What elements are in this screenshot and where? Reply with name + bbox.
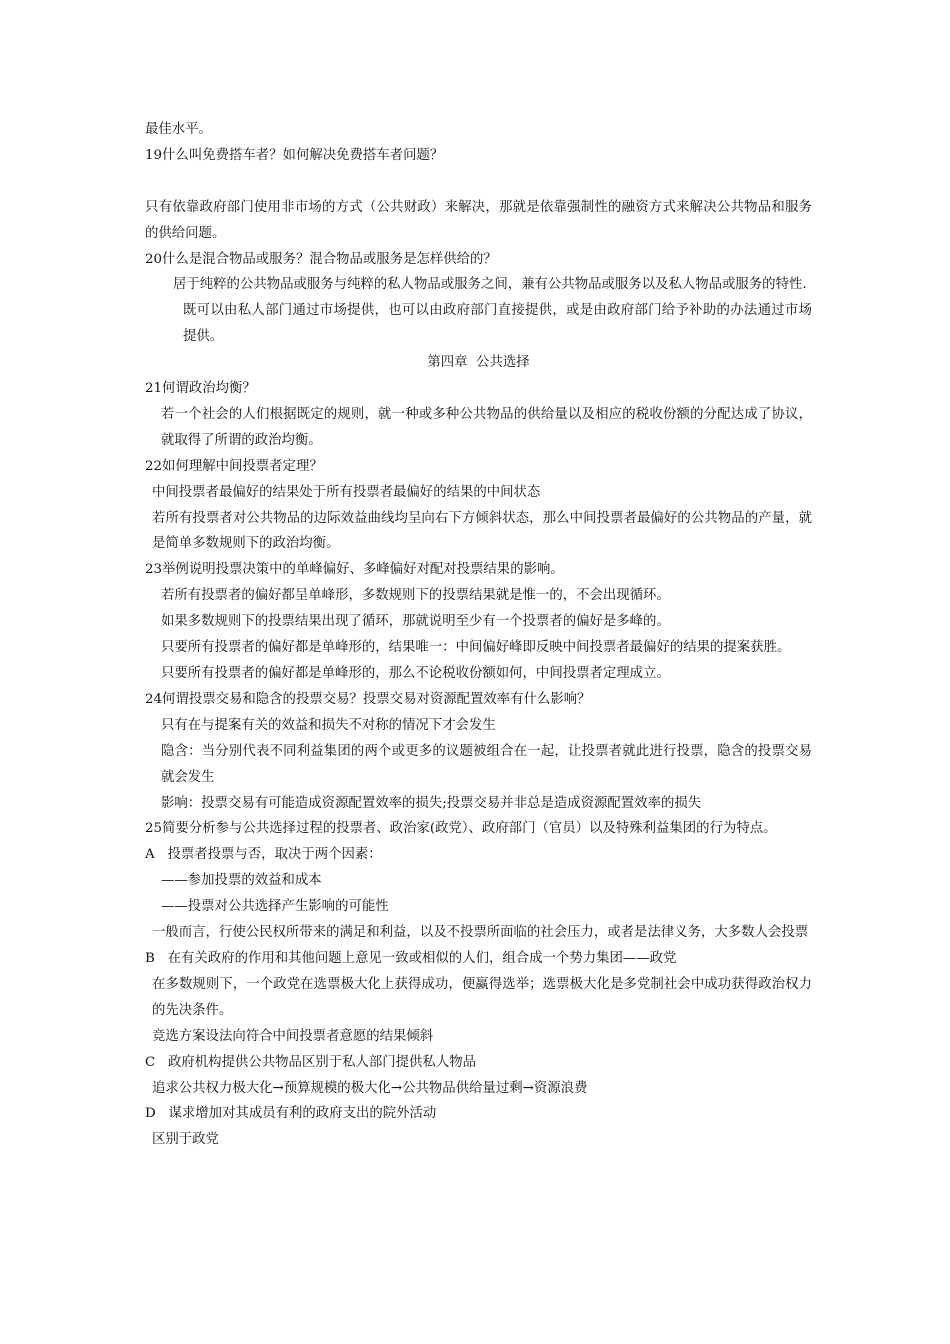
answer-paragraph: 如果多数规则下的投票结果出现了循环，那就说明至少有一个投票者的偏好是多峰的。 <box>161 614 670 630</box>
sub-point: ——投票对公共选择产生影响的可能性 <box>161 899 389 915</box>
answer-paragraph: 只要所有投票者的偏好都是单峰形的，那么不论税收份额如何，中间投票者定理成立。 <box>161 666 670 682</box>
answer-paragraph: 居于纯粹的公共物品或服务与纯粹的私人物品或服务之间，兼有公共物品或服务以及私人物品或服务的特性. <box>173 277 807 293</box>
answer-paragraph: 只有在与提案有关的效益和损失不对称的情况下才会发生 <box>161 717 496 733</box>
question-heading: 23举例说明投票决策中的单峰偏好、多峰偏好对配对投票结果的影响。 <box>145 562 564 578</box>
question-heading: 20什么是混合物品或服务？混合物品或服务是怎样供给的？ <box>145 251 497 267</box>
question-heading: 24何谓投票交易和隐含的投票交易？投票交易对资源配置效率有什么影响？ <box>145 691 591 707</box>
answer-paragraph: 只要所有投票者的偏好都是单峰形的，结果唯一：中间偏好峰即反映中间投票者最偏好的结果的提案获胜。 <box>161 640 791 656</box>
answer-paragraph: 既可以由私人部门通过市场提供，也可以由政府部门直接提供，或是由政府部门给予补助的办法通过市场提供。 <box>183 303 812 345</box>
answer-paragraph: 若所有投票者的偏好都呈单峰形，多数规则下的投票结果就是惟一的，不会出现循环。 <box>161 588 670 604</box>
list-item-a: A 投票者投票与否，取决于两个因素： <box>145 847 382 863</box>
list-item-c: C 政府机构提供公共物品区别于私人部门提供私人物品 <box>145 1054 476 1070</box>
answer-paragraph: 中间投票者最偏好的结果处于所有投票者最偏好的结果的中间状态 <box>152 484 541 500</box>
answer-paragraph: 影响：投票交易有可能造成资源配置效率的损失;投票交易并非总是造成资源配置效率的损失 <box>161 795 702 811</box>
question-heading: 21何谓政治均衡？ <box>145 381 256 397</box>
question-heading: 22如何理解中间投票者定理？ <box>145 458 323 474</box>
question-heading: 25简要分析参与公共选择过程的投票者、政治家(政党）、政府部门（官员）以及特殊利益集团的行为特点。 <box>145 821 777 837</box>
blank-line <box>145 169 812 195</box>
sub-point: ——参加投票的效益和成本 <box>161 873 322 889</box>
answer-paragraph: 隐含：当分别代表不同利益集团的两个或更多的议题被组合在一起，让投票者就此进行投票，隐含的投票交易就会发生 <box>161 743 812 785</box>
answer-paragraph: 若一个社会的人们根据既定的规则，就一种或多种公共物品的供给量以及相应的税收份额的分配达成了协议，就取得了所谓的政治均衡。 <box>161 406 812 448</box>
answer-paragraph: 在多数规则下，一个政党在选票极大化上获得成功，便赢得选举；选票极大化是多党制社会中成功获得政治权力的先决条件。 <box>152 976 812 1018</box>
list-item-d: D 谋求增加对其成员有利的政府支出的院外活动 <box>145 1106 437 1122</box>
answer-paragraph: 追求公共权力极大化→预算规模的极大化→公共物品供给量过剩→资源浪费 <box>152 1080 588 1096</box>
list-item-b: B 在有关政府的作用和其他问题上意见一致或相似的人们，组合成一个势力集团——政党 <box>145 950 677 966</box>
answer-paragraph: 一般而言，行使公民权所带来的满足和利益，以及不投票所面临的社会压力，或者是法律义务，大多数人会投票 <box>152 925 809 941</box>
text-line: 最佳水平。 <box>145 122 212 137</box>
answer-paragraph: 只有依靠政府部门使用非市场的方式（公共财政）来解决，那就是依靠强制性的融资方式来解决公共物品和服务的供给问题。 <box>145 199 812 241</box>
chapter-title: 第四章 公共选择 <box>427 355 530 371</box>
question-heading: 19什么叫免费搭车者？如何解决免费搭车者问题？ <box>145 147 444 163</box>
answer-paragraph: 区别于政党 <box>152 1132 219 1148</box>
answer-paragraph: 若所有投票者对公共物品的边际效益曲线均呈向右下方倾斜状态，那么中间投票者最偏好的公共物品的产量，就是简单多数规则下的政治均衡。 <box>152 510 812 552</box>
answer-paragraph: 竞选方案设法向符合中间投票者意愿的结果倾斜 <box>152 1028 434 1044</box>
